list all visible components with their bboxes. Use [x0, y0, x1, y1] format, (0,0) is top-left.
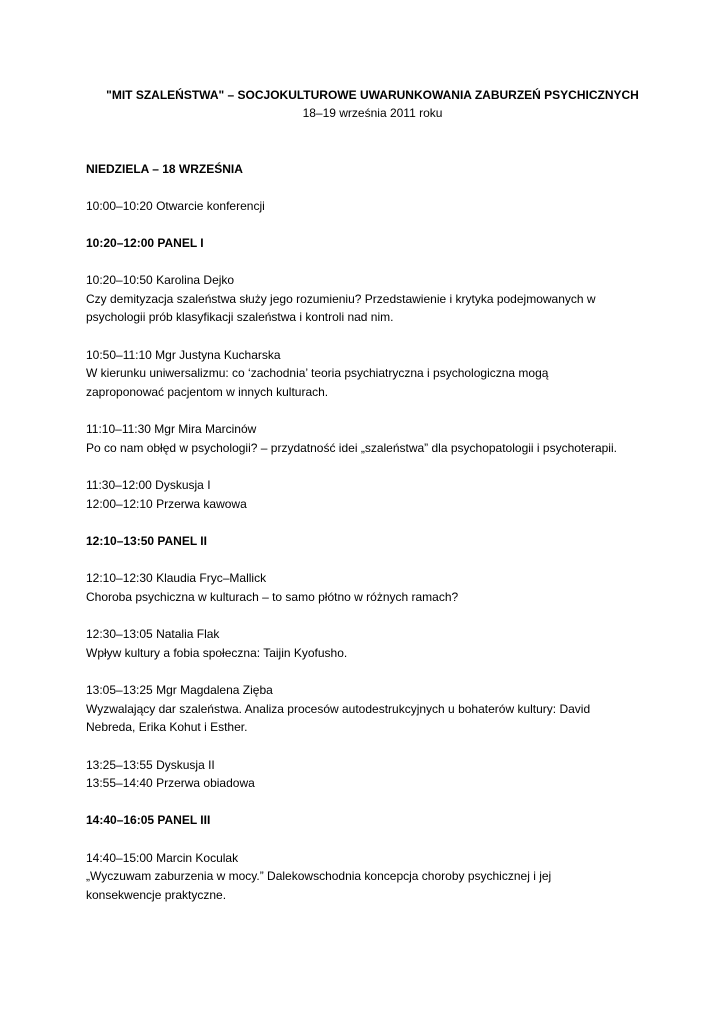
- talk-5-title-line-1: Wpływ kultury a fobia społeczna: Taijin Kyofusho.: [86, 645, 348, 660]
- talk-1-title-line-1: Czy demityzacja szaleństwa służy jego rozumieniu? Przedstawienie i krytyka podejmowanych w: [86, 291, 596, 306]
- talk-2-title-line-1: W kierunku uniwersalizmu: co ‘zachodnia’ teoria psychiatryczna i psychologiczna mogą: [86, 366, 549, 381]
- talk-1: [86, 271, 665, 327]
- talk-7: [86, 849, 665, 905]
- panel-3-block: [86, 811, 665, 830]
- talk-2-speaker: 10:50–11:10 Mgr Justyna Kucharska: [86, 347, 281, 362]
- lunch-break-line: 13:55–14:40 Przerwa obiadowa: [86, 776, 255, 791]
- panel-1-block: [86, 234, 665, 253]
- talk-7-title-line-2: konsekwencje praktyczne.: [86, 888, 227, 903]
- panel-3-heading: 14:40–16:05 PANEL III: [86, 813, 211, 828]
- panel-2-heading: 12:10–13:50 PANEL II: [86, 533, 207, 548]
- discussion-1-line: 11:30–12:00 Dyskusja I: [86, 478, 211, 493]
- conference-title: "MIT SZALEŃSTWA" – SOCJOKULTUROWE UWARUNKOWANIA ZABURZEŃ PSYCHICZNYCH: [106, 88, 639, 102]
- discussion-2-line: 13:25–13:55 Dyskusja II: [86, 757, 215, 772]
- opening-line: 10:00–10:20 Otwarcie konferencji: [86, 198, 265, 213]
- talk-3-title-line-1: Po co nam obłęd w psychologii? – przydatność idei „szaleństwa” dla psychopatologii i psychoterapii.: [86, 440, 617, 455]
- coffee-break-line: 12:00–12:10 Przerwa kawowa: [86, 496, 247, 511]
- talk-2: [86, 346, 665, 402]
- talk-7-title-line-1: „Wyczuwam zaburzenia w mocy.” Dalekowschodnia koncepcja choroby psychicznej i jej: [86, 869, 552, 884]
- talk-6-title-line-1: Wyzwalający dar szaleństwa. Analiza procesów autodestrukcyjnych u bohaterów kultury: David: [86, 701, 591, 716]
- talk-4-speaker: 12:10–12:30 Klaudia Fryc–Mallick: [86, 571, 267, 586]
- talk-3: [86, 420, 665, 457]
- talk-1-title-line-2: psychologii prób klasyfikacji szaleństwa i kontroli nad nim.: [86, 310, 394, 325]
- talk-6: [86, 681, 665, 737]
- talk-6-speaker: 13:05–13:25 Mgr Magdalena Zięba: [86, 682, 273, 697]
- talk-1-speaker: 10:20–10:50 Karolina Dejko: [86, 272, 235, 287]
- conference-dates: 18–19 września 2011 roku: [302, 106, 443, 120]
- talk-2-title-line-2: zaproponować pacjentom w innych kulturach.: [86, 384, 329, 399]
- talk-4: [86, 569, 665, 606]
- talk-5-speaker: 12:30–13:05 Natalia Flak: [86, 627, 220, 642]
- talk-4-title-line-1: Choroba psychiczna w kulturach – to samo płótno w różnych ramach?: [86, 589, 459, 604]
- panel-1-heading: 10:20–12:00 PANEL I: [86, 235, 204, 250]
- talk-5: [86, 625, 665, 662]
- break-block-1: [86, 476, 665, 513]
- day-heading: NIEDZIELA – 18 WRZEŚNIA: [86, 162, 243, 176]
- break-block-2: [86, 756, 665, 793]
- talk-6-title-line-2: Nebreda, Erika Kohut i Esther.: [86, 720, 248, 735]
- document-header: [80, 86, 665, 122]
- panel-2-block: [86, 532, 665, 551]
- talk-7-speaker: 14:40–15:00 Marcin Koculak: [86, 850, 239, 865]
- talk-3-speaker: 11:10–11:30 Mgr Mira Marcinów: [86, 422, 257, 437]
- opening-block: [86, 197, 665, 216]
